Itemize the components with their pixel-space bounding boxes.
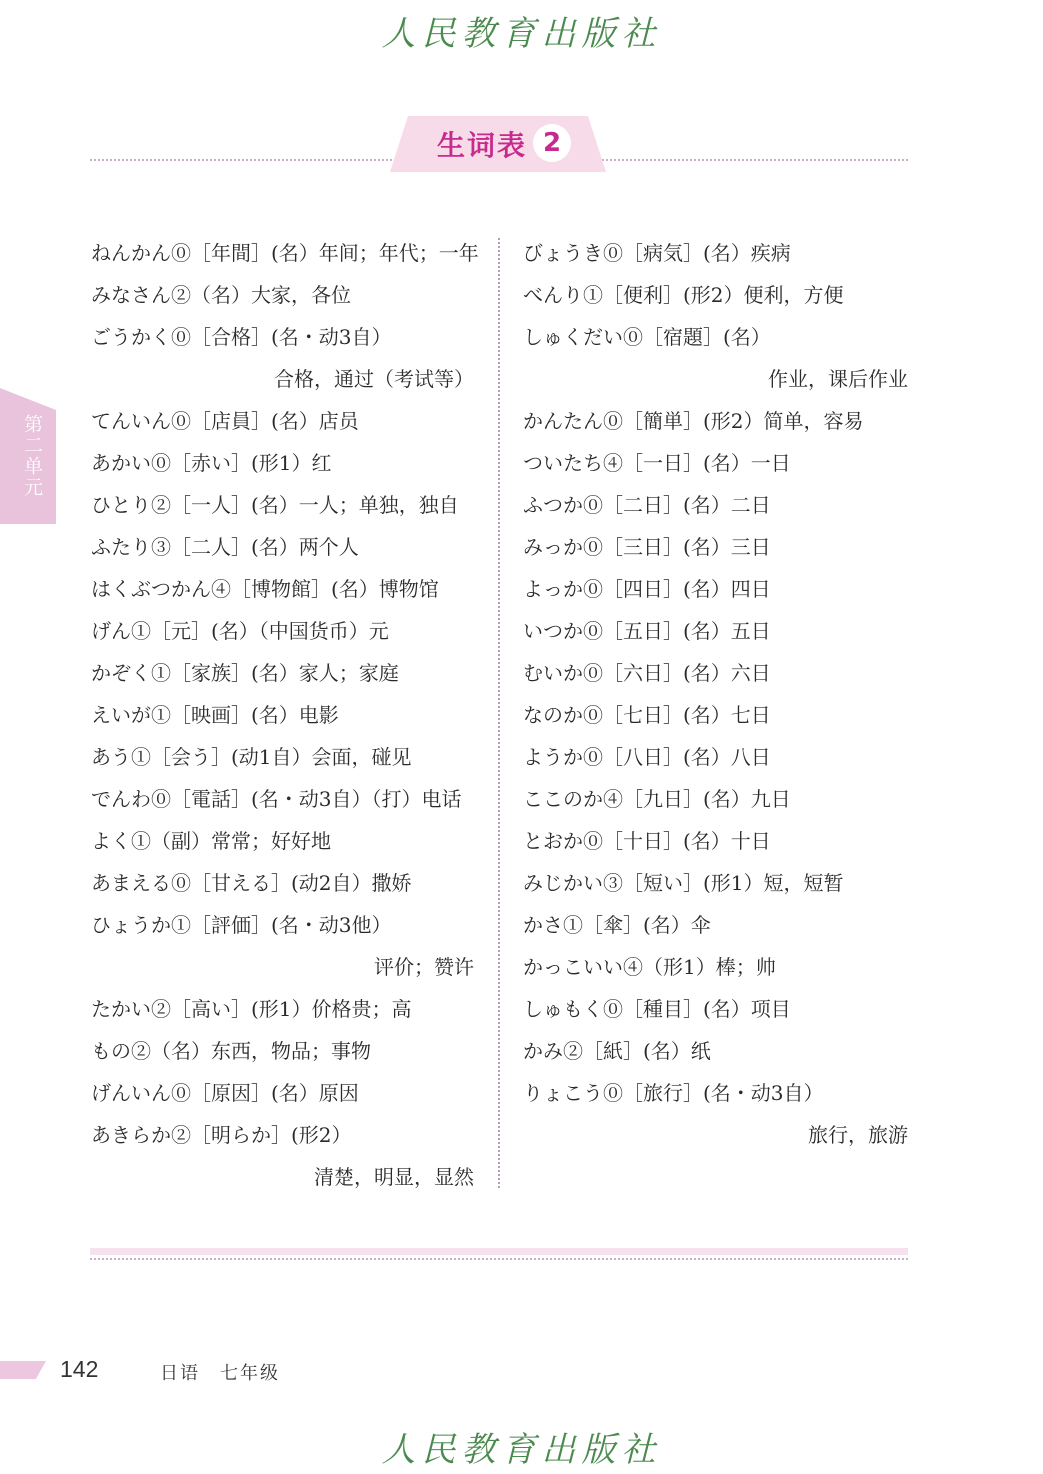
vocab-entry-continuation: 旅行，旅游 bbox=[808, 1123, 908, 1147]
vocab-entry: ねんかん⓪［年間］(名）年间；年代；一年 bbox=[91, 241, 479, 265]
vocab-entry-continuation: 清楚，明显，显然 bbox=[314, 1165, 474, 1189]
vocab-column-left bbox=[91, 232, 479, 1198]
vocab-column-right bbox=[523, 232, 908, 1156]
vocab-entry: しゅもく⓪［種目］(名）项目 bbox=[523, 997, 791, 1021]
footer-accent-bar bbox=[0, 1361, 46, 1379]
vocab-entry: ようか⓪［八日］(名）八日 bbox=[523, 745, 771, 769]
vocab-entry: あかい⓪［赤い］(形1）红 bbox=[91, 451, 332, 475]
vocab-entry: はくぶつかん④［博物館］(名）博物馆 bbox=[91, 577, 439, 601]
vocab-entry: びょうき⓪［病気］(名）疾病 bbox=[523, 241, 791, 265]
vocab-entry: ここのか④［九日］(名）九日 bbox=[523, 787, 791, 811]
bottom-pink-band bbox=[90, 1248, 908, 1255]
vocab-entry: げんいん⓪［原因］(名）原因 bbox=[91, 1081, 359, 1105]
page-title: 生词表 bbox=[437, 129, 528, 162]
vocab-entry: べんり①［便利］(形2）便利，方便 bbox=[523, 283, 844, 307]
vocab-entry: かぞく①［家族］(名）家人；家庭 bbox=[91, 661, 399, 685]
vocab-entry-continuation: 作业，课后作业 bbox=[768, 367, 908, 391]
vocab-entry: でんわ⓪［電話］(名・动3自）（打）电话 bbox=[91, 787, 462, 811]
vocab-entry: ごうかく⓪［合格］(名・动3自） bbox=[91, 325, 392, 349]
publisher-logo-bottom: 人民教育出版社 bbox=[381, 1430, 662, 1470]
vocab-entry: よっか⓪［四日］(名）四日 bbox=[523, 577, 771, 601]
vocab-entry: なのか⓪［七日］(名）七日 bbox=[523, 703, 771, 727]
vocab-entry: ついたち④［一日］(名）一日 bbox=[523, 451, 791, 475]
vocab-entry: てんいん⓪［店員］(名）店员 bbox=[91, 409, 359, 433]
vocab-entry: かみ②［紙］(名）纸 bbox=[523, 1039, 711, 1063]
vocab-entry: ふたり③［二人］(名）两个人 bbox=[91, 535, 359, 559]
vocab-entry: とおか⓪［十日］(名）十日 bbox=[523, 829, 771, 853]
vocab-entry: ひょうか①［評価］(名・动3他） bbox=[91, 913, 392, 937]
footer-subject: 日语 七年级 bbox=[160, 1363, 280, 1384]
title-number-badge: 2 bbox=[533, 124, 571, 162]
vocab-entry-continuation: 合格，通过（考试等） bbox=[274, 367, 474, 391]
vocab-entry: げん①［元］(名）（中国货币）元 bbox=[91, 619, 389, 643]
vocab-entry: たかい②［高い］(形1）价格贵；高 bbox=[91, 997, 412, 1021]
column-divider bbox=[498, 238, 500, 1188]
vocab-entry: あまえる⓪［甘える］(动2自）撒娇 bbox=[91, 871, 412, 895]
vocab-entry: しゅくだい⓪［宿題］(名） bbox=[523, 325, 771, 349]
unit-side-label: 第二单元 bbox=[21, 414, 43, 498]
vocab-entry: あう①［会う］(动1自）会面，碰见 bbox=[91, 745, 412, 769]
vocab-entry: りょこう⓪［旅行］(名・动3自） bbox=[523, 1081, 824, 1105]
vocab-entry: かさ①［傘］(名）伞 bbox=[523, 913, 711, 937]
vocab-entry-continuation: 评价；赞许 bbox=[374, 955, 474, 979]
vocab-entry: かっこいい④（形1）棒；帅 bbox=[523, 955, 776, 979]
vocab-entry: みじかい③［短い］(形1）短，短暂 bbox=[523, 871, 844, 895]
bottom-dotted-rule bbox=[90, 1258, 908, 1260]
vocab-entry: みなさん②（名）大家，各位 bbox=[91, 283, 351, 307]
page-number: 142 bbox=[60, 1356, 99, 1382]
vocab-entry: えいが①［映画］(名）电影 bbox=[91, 703, 339, 727]
vocab-entry: ひとり②［一人］(名）一人；单独，独自 bbox=[91, 493, 459, 517]
vocab-entry: みっか⓪［三日］(名）三日 bbox=[523, 535, 771, 559]
vocab-entry: ふつか⓪［二日］(名）二日 bbox=[523, 493, 771, 517]
vocab-entry: よく①（副）常常；好好地 bbox=[91, 829, 331, 853]
vocab-entry: かんたん⓪［簡単］(形2）简单，容易 bbox=[523, 409, 864, 433]
vocab-entry: あきらか②［明らか］(形2） bbox=[91, 1123, 352, 1147]
vocab-entry: もの②（名）东西，物品；事物 bbox=[91, 1039, 371, 1063]
publisher-logo-top: 人民教育出版社 bbox=[381, 14, 662, 54]
vocab-entry: むいか⓪［六日］(名）六日 bbox=[523, 661, 771, 685]
vocab-entry: いつか⓪［五日］(名）五日 bbox=[523, 619, 771, 643]
